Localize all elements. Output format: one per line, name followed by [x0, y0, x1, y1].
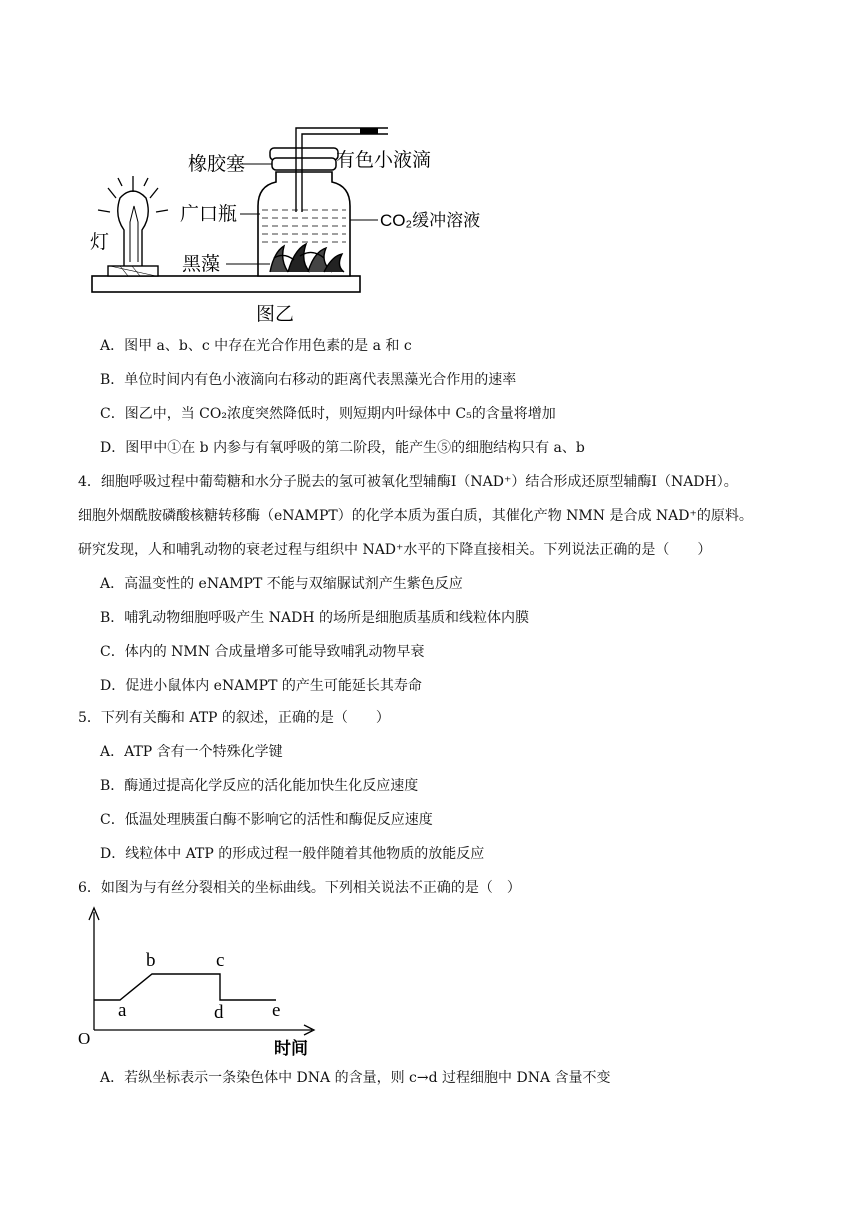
- q4-stem-line-1: 4．细胞呼吸过程中葡萄糖和水分子脱去的氢可被氧化型辅酶Ⅰ（NAD⁺）结合形成还原型辅酶Ⅰ（NADH）。: [78, 474, 738, 490]
- figure-caption: 图乙: [256, 304, 295, 325]
- q4-stem-line-2: 细胞外烟酰胺磷酸核糖转移酶（eNAMPT）的化学本质为蛋白质，其催化产物 NMN 是合成 NAD⁺的原料。: [78, 508, 753, 524]
- q3-option-d: D．图甲中①在 b 内参与有氧呼吸的第二阶段，能产生⑤的细胞结构只有 a、b: [100, 440, 585, 456]
- graph-point-c: c: [216, 950, 225, 971]
- q5-option-c: C．低温处理胰蛋白酶不影响它的活性和酶促反应速度: [100, 812, 433, 828]
- q5-option-b: B．酶通过提高化学反应的活化能加快生化反应速度: [100, 778, 419, 794]
- q6-stem: 6．如图为与有丝分裂相关的坐标曲线。下列相关说法不正确的是（ ）: [78, 880, 521, 896]
- q4-option-c: C．体内的 NMN 合成量增多可能导致哺乳动物早衰: [100, 644, 425, 660]
- q4-stem-line-3: 研究发现，人和哺乳动物的衰老过程与组织中 NAD⁺水平的下降直接相关。下列说法正确的是（ ）: [78, 542, 712, 558]
- label-bottle: 广口瓶: [180, 204, 238, 225]
- q4-option-b: B．哺乳动物细胞呼吸产生 NADH 的场所是细胞质基质和线粒体内膜: [100, 610, 529, 626]
- mitosis-graph: [78, 904, 328, 1064]
- colored-droplet: [360, 128, 378, 134]
- label-algae: 黑藻: [182, 254, 221, 275]
- q3-option-a: A．图甲 a、b、c 中存在光合作用色素的是 a 和 c: [100, 338, 412, 354]
- q5-option-d: D．线粒体中 ATP 的形成过程一般伴随着其他物质的放能反应: [100, 846, 485, 862]
- label-rubber-stopper: 橡胶塞: [188, 154, 246, 175]
- label-buffer: CO₂缓冲溶液: [380, 211, 481, 230]
- graph-point-b: b: [146, 950, 156, 971]
- graph-point-d: d: [214, 1002, 224, 1023]
- q5-stem: 5．下列有关酶和 ATP 的叙述，正确的是（ ）: [78, 710, 390, 726]
- q4-option-d: D．促进小鼠体内 eNAMPT 的产生可能延长其寿命: [100, 678, 422, 694]
- q3-option-b: B．单位时间内有色小液滴向右移动的距离代表黑藻光合作用的速率: [100, 372, 517, 388]
- q6-option-a: A．若纵坐标表示一条染色体中 DNA 的含量，则 c→d 过程细胞中 DNA 含量不变: [100, 1070, 611, 1086]
- apparatus-figure: [88, 112, 481, 328]
- graph-xlabel: 时间: [274, 1039, 308, 1058]
- q5-option-a: A．ATP 含有一个特殊化学键: [100, 744, 283, 760]
- label-droplet: 有色小液滴: [336, 150, 432, 171]
- label-lamp: 灯: [90, 232, 110, 253]
- graph-point-e: e: [272, 1000, 281, 1021]
- graph-origin: O: [78, 1029, 91, 1048]
- graph-curve: [94, 974, 276, 1000]
- table-base: [92, 276, 360, 292]
- graph-point-a: a: [118, 1000, 127, 1021]
- q4-option-a: A．高温变性的 eNAMPT 不能与双缩脲试剂产生紫色反应: [100, 576, 463, 592]
- q3-option-c: C．图乙中，当 CO₂浓度突然降低时，则短期内叶绿体中 C₅的含量将增加: [100, 406, 556, 422]
- lamp-icon: [98, 176, 168, 276]
